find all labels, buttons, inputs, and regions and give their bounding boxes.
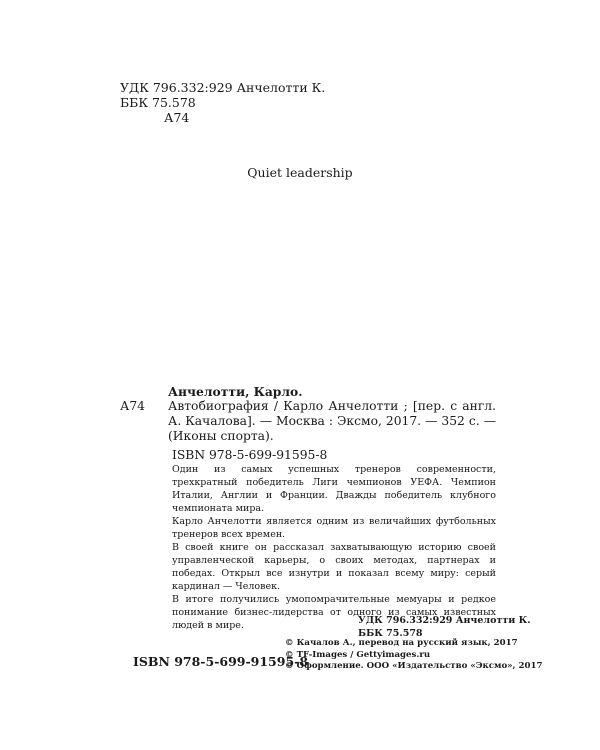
copyright-line: © Качалов А., перевод на русский язык, 2017 <box>285 638 518 648</box>
entry-author: Анчелотти, Карло. <box>168 384 303 399</box>
bottom-classification-codes <box>358 614 531 640</box>
copyright-block <box>285 638 542 673</box>
isbn-bottom: ISBN 978-5-699-91595-8 <box>133 654 309 669</box>
annotation-paragraph: Один из самых успешных тренеров современности, трехкратный победитель Лиги чемпионов УЕФА. Чемпион Италии, Англии и Франции. Дважды победитель клубного чемпионата мира. <box>172 464 496 514</box>
bbk-code: ББК 75.578 <box>120 95 196 110</box>
original-title: Quiet leadership <box>247 165 353 180</box>
entry-isbn: ISBN 978-5-699-91595-8 <box>172 448 328 462</box>
udk-code: УДК 796.332:929 Анчелотти К. <box>120 80 326 95</box>
catalog-entry <box>120 384 496 463</box>
copyright-line: © TF-Images / Gettyimages.ru <box>285 649 431 660</box>
top-classification-codes <box>120 80 325 125</box>
entry-description: Автобиография / Карло Анчелотти ; [пер. с англ. А. Качалова]. — Москва : Эксмо, 2017. — 352 с. — (Иконы спорта). <box>168 399 496 443</box>
annotation-paragraph: Карло Анчелотти является одним из величайших футбольных тренеров всех времен. <box>172 516 496 540</box>
annotation-paragraph: В своей книге он рассказал захватывающую историю своей управленческой карьеры, о своих методах, партнерах и победах. Открыл все изнутри и показал всему миру: серый кардинал — Человек. <box>172 542 496 592</box>
copyright-line: © Оформление. ООО «Издательство «Эксмо», 2017 <box>285 661 543 671</box>
bbk-code-bottom: ББК 75.578 <box>358 628 423 639</box>
annotation-paragraph: В итоге получились умопомрачительные мемуары и редкое понимание бизнес-лидерства от одного из самых известных людей в мире. <box>172 594 496 631</box>
entry-author-mark: А74 <box>120 399 145 413</box>
udk-code-bottom: УДК 796.332:929 Анчелотти К. <box>358 615 531 626</box>
author-mark: А74 <box>164 110 190 125</box>
annotation <box>172 463 496 632</box>
